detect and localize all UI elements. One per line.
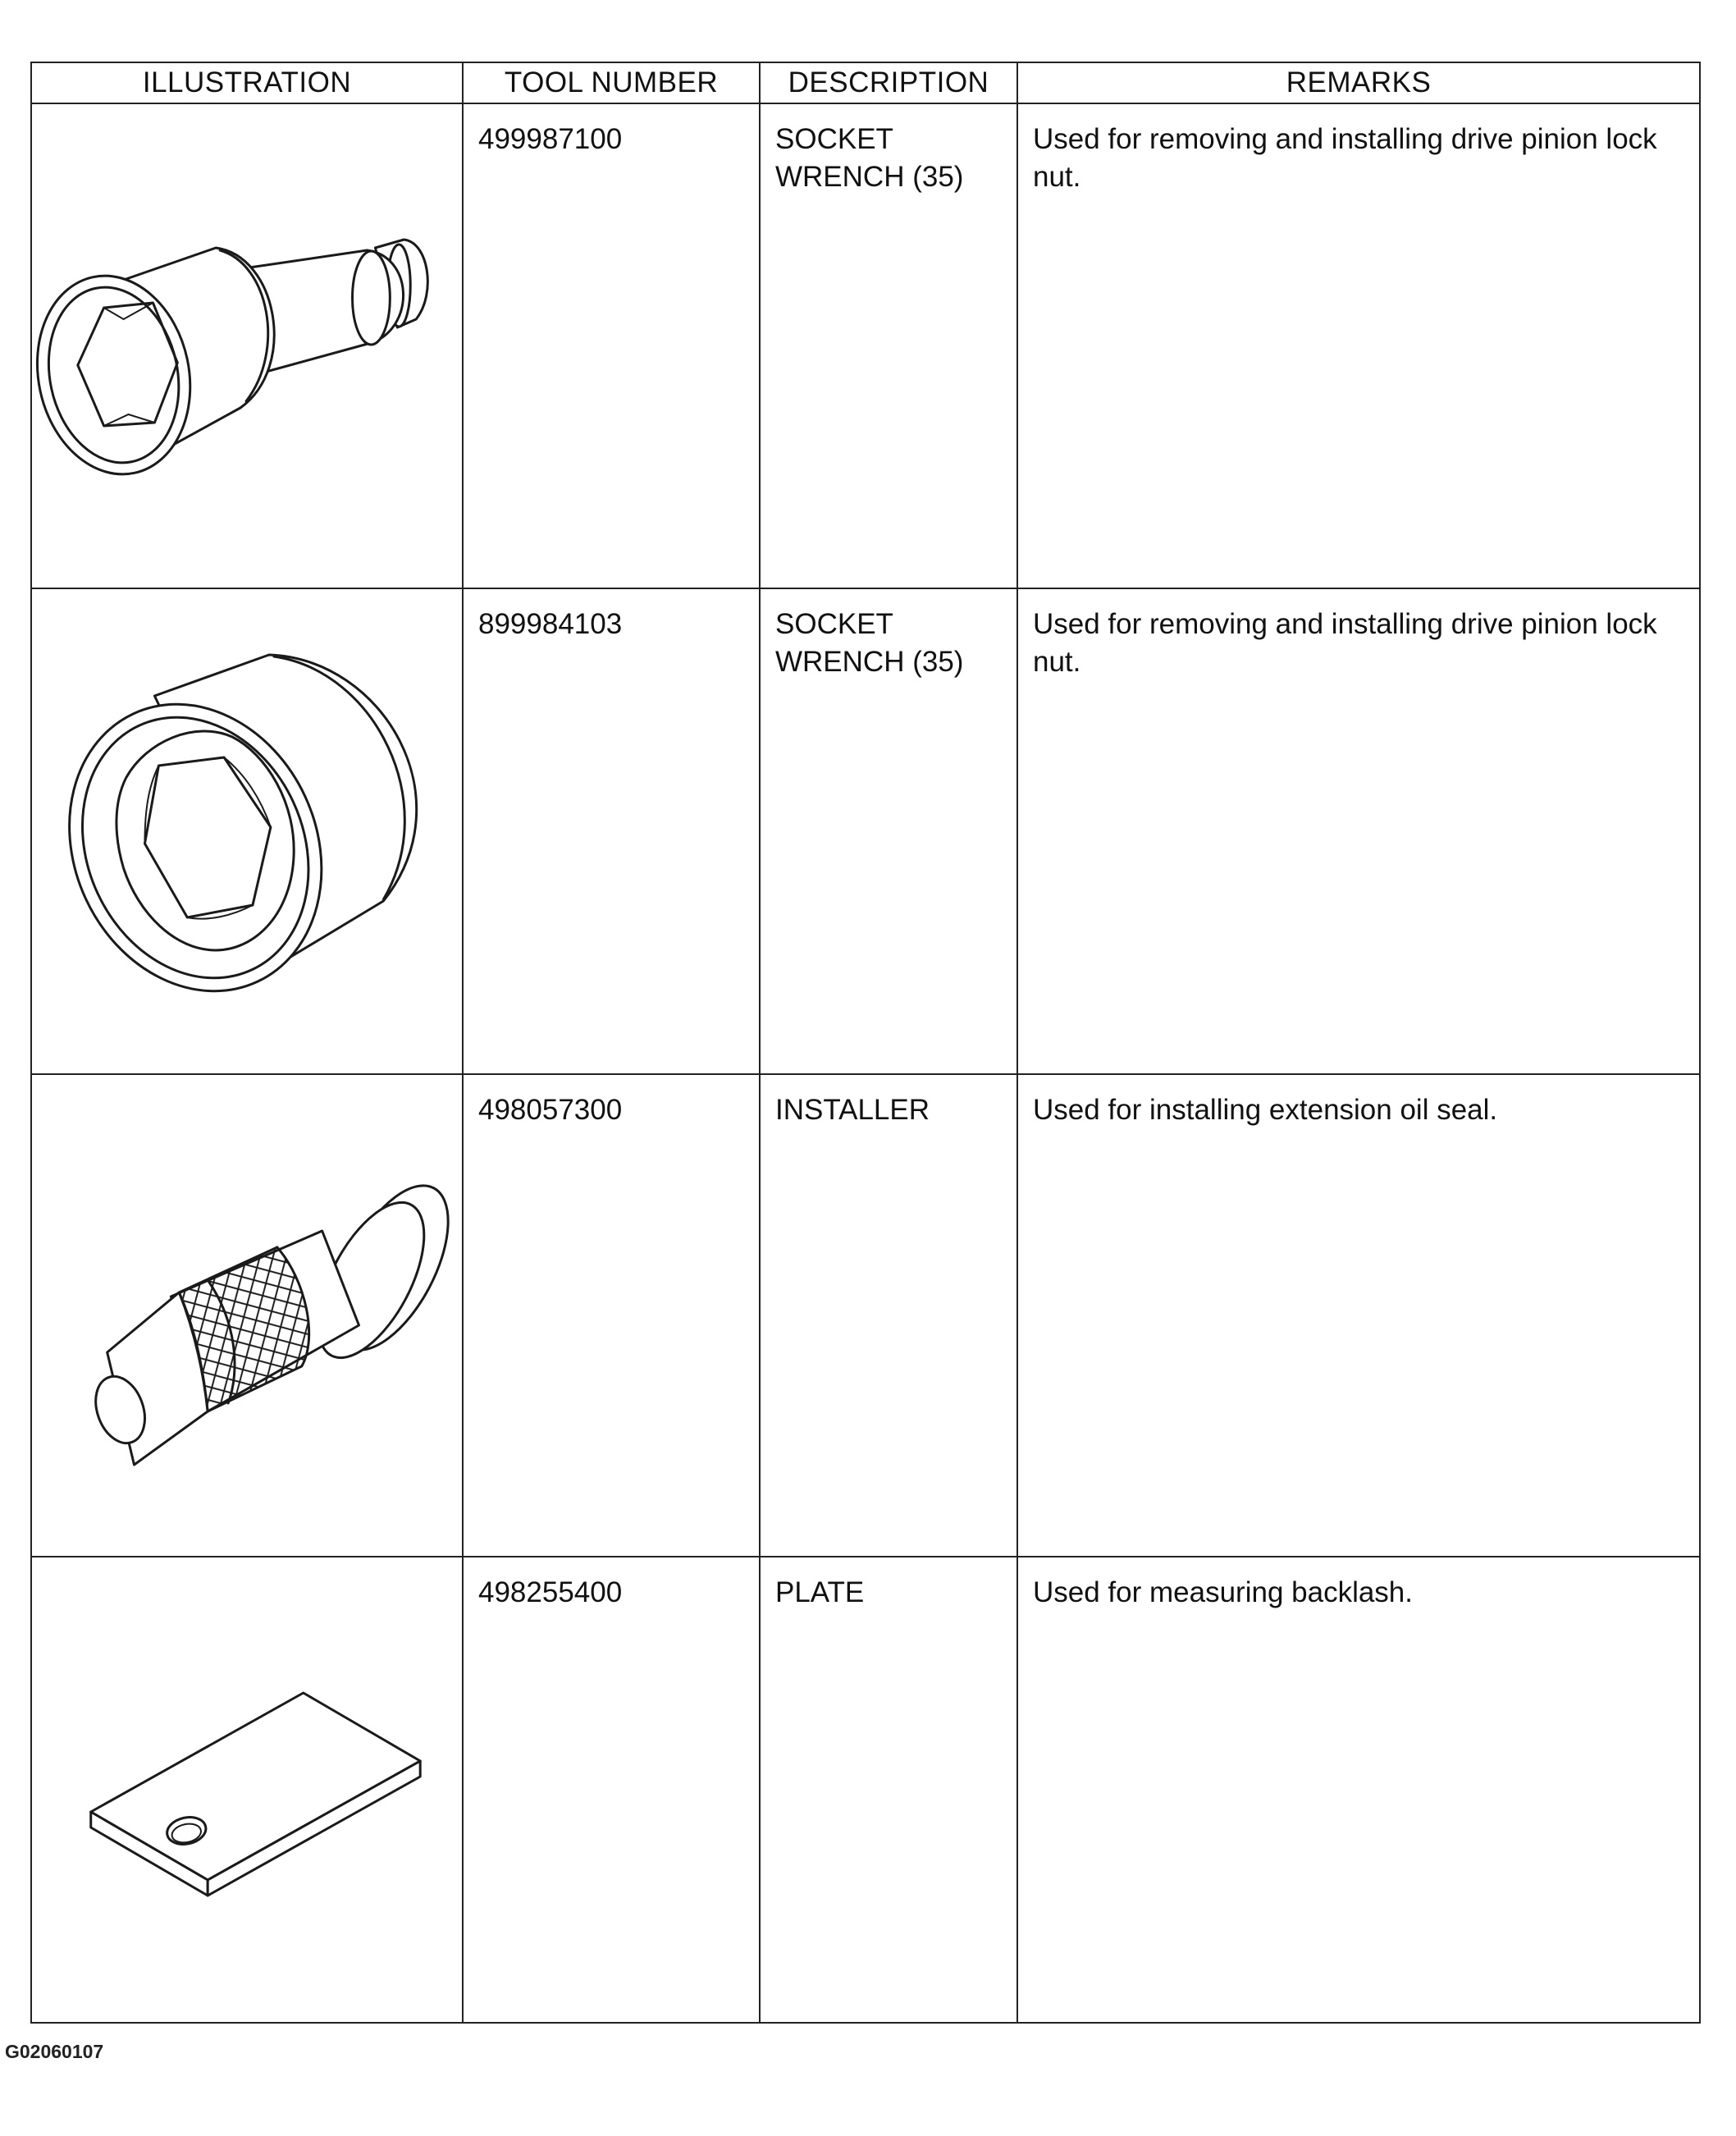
description-cell	[760, 1074, 1017, 1557]
remarks-cell	[1017, 588, 1700, 1074]
table-row	[31, 103, 1700, 588]
description-cell	[760, 588, 1017, 1074]
illustration-cell	[31, 1074, 463, 1557]
tool-description: SOCKET WRENCH (35)	[775, 123, 964, 193]
header-remarks: REMARKS	[1017, 62, 1700, 103]
tool-remarks: Used for removing and installing drive pinion lock nut.	[1033, 608, 1657, 678]
tool-remarks: Used for measuring backlash.	[1033, 1576, 1413, 1608]
tool-number-cell	[463, 588, 760, 1074]
table-row	[31, 1074, 1700, 1557]
header-tool-number: TOOL NUMBER	[463, 62, 760, 103]
installer-knurled-icon	[32, 1075, 462, 1556]
plate-icon	[32, 1557, 462, 2022]
socket-wrench-with-drive-shank-icon	[32, 104, 462, 588]
description-cell	[760, 1557, 1017, 2023]
remarks-cell	[1017, 1074, 1700, 1557]
illustration-cell	[31, 1557, 463, 2023]
tool-number: 498057300	[478, 1094, 623, 1126]
illustration-cell	[31, 588, 463, 1074]
tool-description: SOCKET WRENCH (35)	[775, 608, 964, 678]
table-row	[31, 1557, 1700, 2023]
tool-remarks: Used for removing and installing drive pinion lock nut.	[1033, 123, 1657, 193]
tool-remarks: Used for installing extension oil seal.	[1033, 1094, 1498, 1126]
tool-number-cell	[463, 1074, 760, 1557]
tool-number: 899984103	[478, 608, 623, 640]
remarks-cell	[1017, 103, 1700, 588]
special-tools-table	[30, 62, 1701, 2024]
description-cell	[760, 103, 1017, 588]
tool-description: PLATE	[775, 1576, 865, 1608]
tool-number-cell	[463, 103, 760, 588]
tool-description: INSTALLER	[775, 1094, 930, 1126]
header-description: DESCRIPTION	[760, 62, 1017, 103]
table-header-row	[31, 62, 1700, 103]
remarks-cell	[1017, 1557, 1700, 2023]
illustration-cell	[31, 103, 463, 588]
tool-number: 498255400	[478, 1576, 623, 1608]
tool-number-cell	[463, 1557, 760, 2023]
socket-wrench-icon	[32, 589, 462, 1073]
tool-number: 499987100	[478, 123, 623, 155]
table-row	[31, 588, 1700, 1074]
header-illustration: ILLUSTRATION	[31, 62, 463, 103]
figure-code: G02060107	[5, 2041, 104, 2062]
